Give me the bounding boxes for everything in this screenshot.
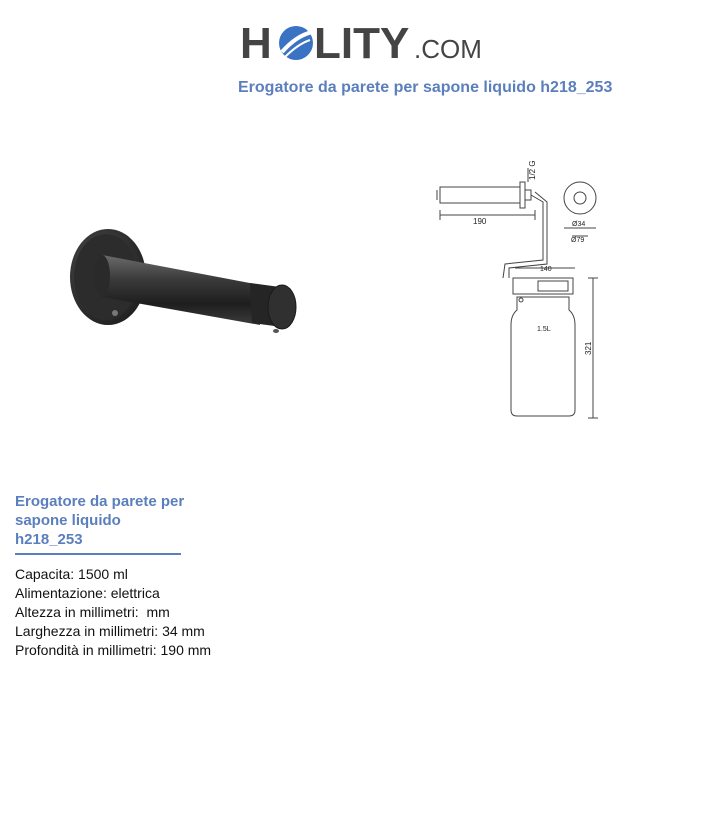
spec-label: Altezza in millimetri: bbox=[15, 604, 139, 620]
product-name: Erogatore da parete per sapone liquido h218_253 bbox=[15, 493, 185, 548]
spec-row bbox=[15, 603, 211, 622]
product-photo bbox=[60, 215, 310, 345]
dim-dia-large: Ø79 bbox=[571, 237, 585, 244]
spec-value: mm bbox=[142, 604, 170, 620]
holity-logo[interactable] bbox=[240, 18, 490, 68]
divider bbox=[15, 553, 181, 555]
spec-label: Alimentazione: bbox=[15, 585, 107, 601]
page-title: Erogatore da parete per sapone liquido h218_253 bbox=[238, 79, 613, 96]
spec-value: 34 mm bbox=[162, 623, 205, 639]
dim-thread: 1/2 G bbox=[528, 160, 537, 180]
spec-row bbox=[15, 565, 211, 584]
spec-value: 190 mm bbox=[160, 642, 212, 658]
dim-dia-small: Ø34 bbox=[572, 221, 586, 228]
bottle-capacity: 1.5L bbox=[537, 326, 551, 333]
technical-drawing bbox=[425, 160, 610, 425]
logo-text-suffix: .COM bbox=[414, 34, 482, 64]
spec-label: Capacita: bbox=[15, 566, 75, 582]
spec-label: Profondità in millimetri: bbox=[15, 642, 157, 658]
logo-text-end: LITY bbox=[314, 19, 410, 68]
logo-text-start: H bbox=[240, 19, 272, 68]
dim-length: 190 bbox=[473, 217, 487, 226]
dim-width: 140 bbox=[540, 266, 552, 273]
logo-globe-icon bbox=[279, 26, 313, 60]
spec-list bbox=[15, 565, 211, 660]
dim-height: 321 bbox=[584, 341, 593, 355]
spec-value: 1500 ml bbox=[78, 566, 128, 582]
spec-row bbox=[15, 622, 211, 641]
spec-row bbox=[15, 584, 211, 603]
spec-label: Larghezza in millimetri: bbox=[15, 623, 159, 639]
spec-value: elettrica bbox=[110, 585, 160, 601]
spec-row bbox=[15, 641, 211, 660]
